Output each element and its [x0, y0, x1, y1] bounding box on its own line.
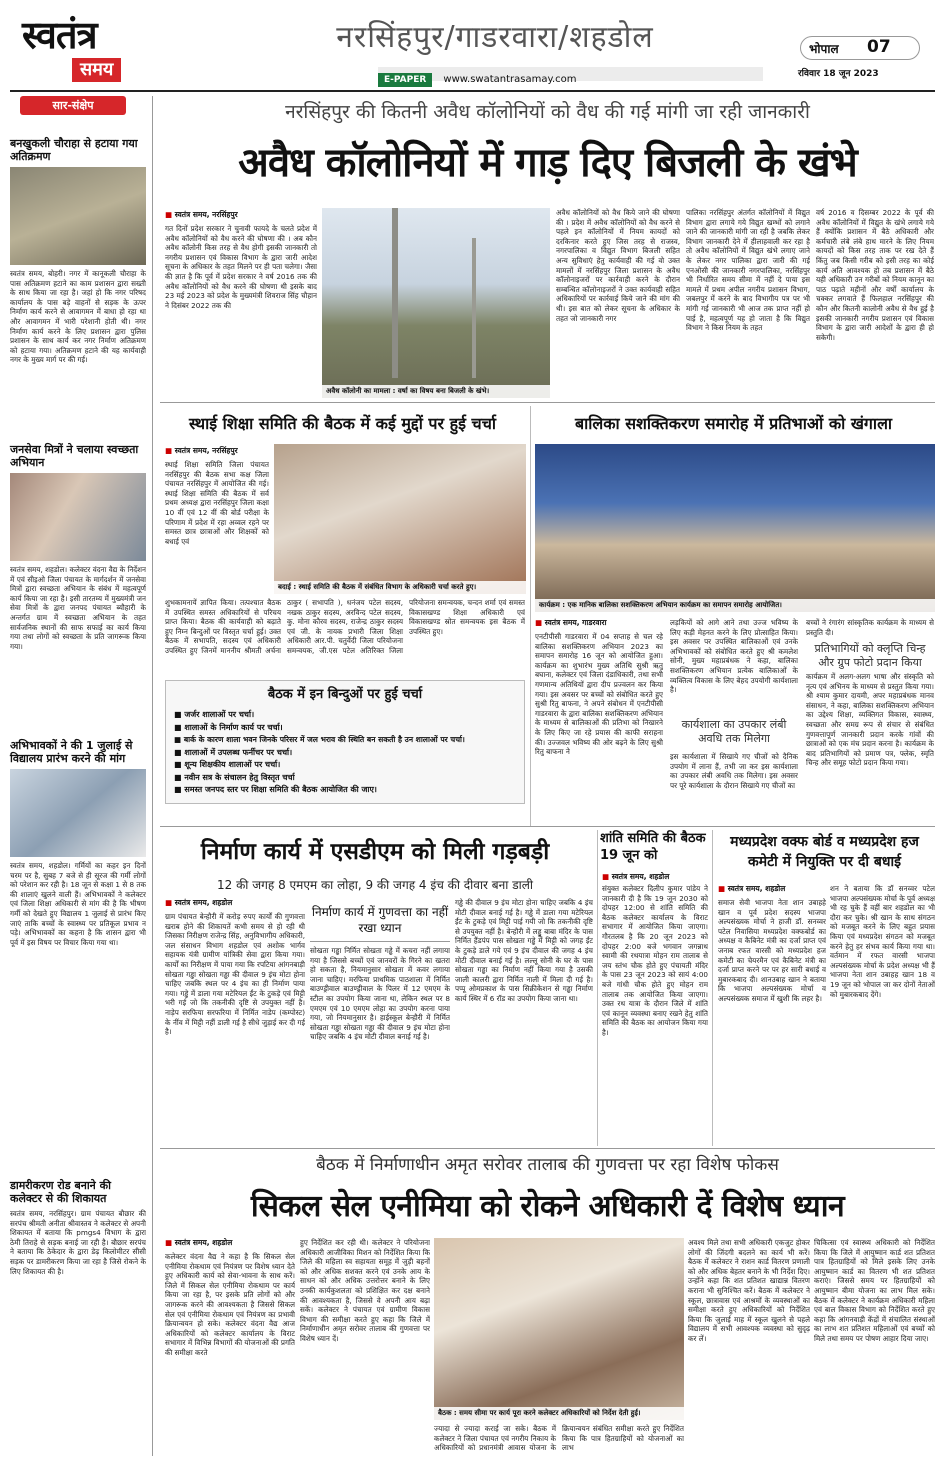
balika-photo-caption: कार्यक्रम : एक मानिक बालिका सशक्तिकरण अभियान कार्यक्रम का समापन समारोह आयोजित। — [535, 599, 935, 612]
sickle-byline: ■ स्वतंत्र समय, शहडोल — [165, 1238, 285, 1248]
waqf-col2: शन ने बताया कि डॉ सनव्वर पटेल भाजपा अल्पसंख्यक मोर्चा के पूर्व अध्यक्ष भी रह चुके हैं वहीं बार शहडोल का भी दौरा कर चुके। श्री खान के साथ संगठन को मजबूत करने के लिए बहुत प्रयास किया एवं मध्यप्रदेश संगठन को मजबूत करने हेतु हर संभव कार्य किया गया था। वर्तमान में रफत वारसी भाजपा अल्पसंख्यक मोर्चा के प्रदेश अध्यक्ष भी हैं भाजपा नेता शान उबाहह खान 18 व 19 जून को भोपाल जा कर दोनों नेताओं को मुबारकबाद देंगे। — [830, 884, 935, 999]
balika-col1: एनटीपीसी गाडरवारा में 04 सप्ताह से चल रहे बालिका सशक्तिकरण अभियान 2023 का समापन समारोह 16 जून को आयोजित हुआ। कार्यक्रम का शुभारंभ मुख्य अतिथि सुश्री ऋतु बघाना, कलेक्टर एवं जिला दंडाधिकारी, तथा सभी गणमान्य अतिथियों द्वारा दीप प्रज्वलन कर किया गया। इस अवसर पर बच्चों को संबोधित करते हुए सुश्री रितु बाफना, ने अपने संबोधन में एनटीपीसी गाडरवारा के द्वारा बालिका सशक्तिकरण अभियान के माध्यम से बालिकाओं की प्रतिभा को निखारने के लिए किए जा रहे प्रयास की काफी सराहना की। उज्जवल भविष्य की ओर बढ़ने के लिए सुश्री रितु बाफना ने — [535, 632, 663, 757]
balika-col2-b: इस कार्यशाला में सिखाये गए चीजों को दैनिक उपयोग में लाना हैं, तभी जा कर इस कार्यशाला का उपकार लंबी अवधि तक मिलेगा। इस अवसर पर पूरे कार्यशाला के दौरान सिखाये गए चीजों का — [670, 752, 798, 790]
logo-bottom: समय — [72, 58, 121, 82]
points-box-title: बैठक में इन बिन्दुओं पर हुई चर्चा — [267, 687, 423, 702]
sidebar-text-1: स्वतंत्र समय, बोहरी। नगर में कानूकली चौराहा के पास अतिक्रमण हटाने का काम प्रशासन द्वारा सख्ती के साथ किया जा रहा है। जहां हो कि नगर परिषद कार्यालय के पास बड़े वाहनों से सड़क के ऊपर निर्माण कार्य करने से आवागमन में बाधा हो रहा था और आवागमन में भारी परेशानी होती थी। नगर निर्माण कार्य करने के लिए प्रशासन द्वारा पुलिस प्रशासन के साथ कार्य कर नगर निर्माण अतिक्रमण को हटाया गया। अतिक्रमण हटाने की यह कार्यवाही नगर के मुख्य मार्ग पर की गई। — [10, 269, 146, 365]
shanti-headline: शांति समिति की बैठक 19 जून को — [600, 831, 706, 863]
balika-col2: लड़कियों को आगे आने तथा उज्ज भविष्य के लिए कड़ी मेहनत करने के लिए प्रोत्साहित किया। इस अवसर पर उपस्थित बालिकाओं एवं उनके अभिभावकों को संबोधित करते हुए श्री कमलेश सोनी, मुख्य महाप्रबंधक ने कहा, बालिका सशक्तिकरण अभियान प्रत्येक बालिकाओं के व्यक्तित्व विकास के लिए बेहद उपयोगी कार्यशाला है। — [670, 618, 798, 695]
nirman-subhead: 12 की जगह 8 एमएम का लोहा, 9 की जगह 4 इंच की दीवार बना डाली — [217, 878, 533, 892]
sickle-photo — [434, 1238, 684, 1420]
nirman-col1: ग्राम पंचायत बेन्हौरी में करोड़ रुपए कार्यों की गुणवत्ता खराब होने की शिकायतें कभी समय से हो रही थी जिसका निरीक्षण राजेन्द्र सिंह, अनुविभागीय अधिकारी, जल संसाधन विभाग शहडोल एवं अशोक भार्गव सहायक यंत्री ग्रामीण यांत्रिकी सेवा द्वारा किया गया। कार्यों का निरीक्षण में पाया गया कि रपटिया आंगनबाड़ी सोखता गड्ढा सोखता गड्ढा की दीवाल 9 इंच मोटा होना चाहिए जबकि स्थल पर 4 इंच का ही निर्माण पाया गया। गड्ढे में डाला गया मटेरियल ईंट के टुकड़े एवं मिट्टी भरी गई जो कि तकनीकी दृष्टि से उपयुक्त नहीं है। नाड़ेप सरफिया सरफरिया में निर्मित नाडेप (कम्पोस्ट) के नींव में मिट्टी नहीं डाली गई है सीधे जुड़ाई कर दी गई है। — [165, 912, 305, 1037]
masthead-logo — [22, 14, 162, 90]
sickle-photo-caption: बैठक : समय सीमा पर कार्य पूरा करने कलेक्टर अधिकारियों को निर्देश देती हुई। — [434, 1407, 684, 1420]
nirman-headline: निर्माण कार्य में एसडीएम को मिली गड़बड़ी — [200, 839, 550, 865]
nirman-col3: गड्ढे की दीवाल 9 इंच मोटा होना चाहिए जबकि 4 इंच मोटी दीवाल बनाई गई है। गड्ढे में डाला गया मटेरियल ईंट के टुकड़े एवं मिट्टी पाई गयी जो कि तकनीकी दृष्टि से उपयुक्त नहीं है। बेन्हौरी में लड्डू बाबा मंदिर के पास निर्मित हैंडपंप पास सोखता गड्ढे में मिट्टी को जगह ईंट के टुकड़े डाले गये एवं 9 इंच दीवाल की जगह 4 इंच मोटी दीवाल बनाई गई है। लल्लू सोनी के घर के पास सोखता गड्ढा का निर्माण नहीं किया गया है उसकी जाली कालरी द्वारा निर्मित नाली में मिला दी गई है। पप्पू ओमप्रकाश के पास सिक्रीकेशन से गड्ढा निर्माण कार्य स्थिर में 6 रॉड का उपयोग किया जाना था। — [455, 898, 593, 1003]
lead-byline: ■ स्वतंत्र समय, नरसिंहपुर — [165, 210, 315, 220]
shiksha-points-box — [165, 680, 525, 804]
nirman-byline: ■ स्वतंत्र समय, शहडोल — [165, 898, 305, 908]
sidebar-photo-1 — [10, 167, 146, 265]
sickle-col5: चिकित्सा एवं स्वास्थ्य अधिकारी को निर्देशित किया कि जिले में आयुष्मान कार्ड शत प्रतिशत पात्र हितग्राहियों को मिले इसके लिए उनके आयुष्मान कार्ड का वितरण भी शत प्रतिशत कराएं। जिससे समय पर हितग्राहियों को आयुष्मान बीमा योजना का लाभ मिल सके। बैठक में कलेक्टर ने कार्यक्रम अधिकारी महिला एवं बाल विकास विभाग को निर्देशित करते हुए कहा कि आंगनवाड़ी केंद्रों में संचालित संस्थाओं का लाभ शत प्रतिशत महिलाओं एवं बच्चों को मिले तथा समय पर पोषण आहार दिया जाए। — [814, 1238, 935, 1343]
sidebar-text-3: स्वतंत्र समय, शहडोल। गर्मियों का कहर इन दिनों चरम पर है, सुबह 7 बजे से ही सूरज की गर्मी लोगों को परेशान कर रही है। 18 जून से कक्षा 1 से 8 तक की शालाएं खुलने वाली हैं। अभिभावकों ने कलेक्टर एवं जिला शिक्षा अधिकारी से मांग की है कि भीषण गर्मी को देखते हुए विद्यालय 1 जुलाई से प्रारंभ किए जाएं ताकि बच्चों के स्वास्थ्य पर प्रतिकूल प्रभाव न पड़े। अभिभावकों का कहना है कि शासन द्वारा भी पूर्व में इस विषय पर विचार किया गया था। — [10, 861, 146, 947]
balika-headline: बालिका सशक्तिकरण समारोह में प्रतिभाओं को खंगाला — [574, 414, 893, 433]
epaper-strip — [378, 67, 763, 85]
lead-photo — [322, 208, 550, 398]
waqf-col1: समाज सेवी भाजपा नेता शान उबाहहे खान व पूर्व प्रदेश सदस्य भाजपा अल्पसंख्यक मोर्चा ने हाजी डॉ. सनव्वर पटेल निवासिया मध्यप्रदेश वक्फबोर्ड का अध्यक्ष व कैबिनेट मंत्री का दर्जा प्राप्त एवं जनाब रफत वारसी को मध्यप्रदेश हज कमेटी का चेयरमैन एवं कैबिनेट मंत्री का दर्जा प्राप्त करने पर पर हर सारी बधाई व मुबारकबाद दी। शानउबाह खान ने बताया कि भाजपा अल्पसंख्यक मोर्चा व अल्पसंख्यक समाज में खुशी कि लहर है। — [718, 898, 826, 1003]
balika-byline: ■ स्वतंत्र समय, गाडरवारा — [535, 618, 665, 628]
point-item: ■ जर्जर शालाओं पर चर्चा। — [174, 709, 516, 722]
sidebar-headline-3: अभिभावकों ने की 1 जुलाई से विद्यालय प्रारंभ करने की मांग — [10, 739, 133, 765]
waqf-byline: ■ स्वतंत्र समय, शहडोल — [718, 884, 826, 894]
shiksha-photo-caption: बदाई : स्थाई समिति की बैठक में संबंधित विभाग के अधिकारी चर्चा करते हुए। — [274, 581, 526, 594]
balika-pull-2: प्रतिभागियों को क्लृप्ति चिन्ह और ग्रुप फोटो प्रदान किया — [814, 642, 926, 669]
lead-col3: पालिका नरसिंहपुर अंतर्गत कॉलोनियों में विद्युत विभाग द्वारा लगाये गये विद्युत खम्भों को लगाने जाने की जानकारी मांगी जा रही है जबकि लेकर विभाग जानकारी देने में हीलाहवाली कर रहा है तो अवैध कॉलोनियों में विद्युत खंभे लगाए जाने के लेकर नगर पालिका द्वारा जारी की गई एनओसी की जानकारी नगरपालिका, नरसिंहपुर भी निर्धारित समय सीमा में नहीं दे पाया इस मामले में प्रथम अपील नगरीय प्रशासन विभाग, जबलपुर में करने के बाद विभागीय पत्र पर भी मांगी गई जानकारी भी आज तक प्राप्त नहीं हो पाई है, महत्वपूर्ण यह हो जाता है कि विद्युत विभाग ने किस नियम के तहत — [686, 208, 810, 333]
sidebar-photo-3 — [10, 769, 146, 857]
sidebar — [10, 96, 146, 1456]
sickle-col1: कलेक्टर वंदना वैद्य ने कहा है कि सिकल सेल एनीमिया रोकथाम एवं नियंत्रण पर विशेष ध्यान देते हुए अधिकारी कार्य को सेवा-भावना के साथ करें। जिले में सिकल सेल एनीमिया रोकथाम पर कार्य किया जा रहा है, पर इसके प्रति लोगों को और जागरूक करने की आवश्यकता है जिससे सिकल सेल एवं एनीमिया रोकथाम एवं नियंत्रण का प्रभावी क्रियान्वयन हो सके। कलेक्टर वंदना वैद्य आज अधिकारियों को कलेक्टर कार्यालय के विराट सभागार में विभिन्न विभागों की योजनाओं की प्रगति की समीक्षा करते — [165, 1252, 295, 1357]
point-item: ■ शालाओं के निर्माण कार्य पर चर्चा। — [174, 722, 516, 735]
page-number: 07 — [867, 37, 891, 57]
lead-kicker: नरसिंहपुर की कितनी अवैध कॉलोनियों को वैध की गई मांगी जा रही जानकारी — [285, 101, 810, 123]
shiksha-photo — [274, 444, 526, 594]
logo-top: स्वतंत्र — [22, 12, 97, 57]
epaper-label: E-PAPER — [378, 73, 432, 87]
point-item: ■ समस्त जनपद स्तर पर शिक्षा समिति की बैठक आयोजित की जाए। — [174, 784, 516, 797]
balika-col3-b: कार्यक्रम में अलग-अलग भाषा और संस्कृति को नृत्य एवं अभिनय के माध्यम से प्रस्तुत किया गया। श्री श्याम कुमार दायमी, अपर महाप्रबंधक मानव संसाधन, ने कहा, बालिका सशक्तिकरण अभियान का उद्देश्य शिक्षा, व्यक्तिगत विकास, स्वास्थ्य, स्वच्छता और समग्र रूप से संचार से संबंधित गुणवत्तापूर्ण जानकारी प्रदान करके गांवों की छात्राओं को एक मंच प्रदान करना है। कार्यक्रम के बाद प्रतिभागियों को प्रमाण पत्र, फ्लेक, स्मृति चिन्ह और समूह फोटो प्रदान किया गया। — [806, 672, 934, 768]
lead-photo-caption: अवैध कॉलोनी का मामला : वर्षा का विषय बना बिजली के खंभे। — [322, 385, 550, 398]
point-item: ■ नवीन सत्र के संचालन हेतु विस्तृत चर्चा — [174, 772, 516, 785]
nirman-col2: सोखता गड्ढा निर्मित सोखता गड्ढे में कचरा नहीं लगाया गया है जिससे बच्चों एवं जानवरों के गिरने का खतरा हो सकता है, नियमानुसार सोखता में कवर लगाया जाना चाहिए। मरफिया प्राथमिक पाठशाला में निर्मित बाउण्ड्रीवाल बाउण्ड्रीवाल के पिलर में 12 एमएम के स्टील का उपयोग किया जाना था, लेकिन स्थल पर 8 एमएम एवं 10 एमएम लोहा का उपयोग करना पाया गया, जो नियमानुसार है। हाईस्कूल बेन्हौरी में निर्मित सोखता गड्ढा सोखता गड्ढा की दीवाल 9 इंच मोटा होना चाहिए जबकि 4 इंच मोटी दीवाल बनाई गई है। — [310, 946, 450, 1042]
lead-col1: गत दिनों प्रदेश सरकार ने चुनावी फायदे के चलते प्रदेश में अवैध कॉलोनियों को वैध करने की घोषणा की । अब कौन अवैध कॉलोनी किस तरह से वैध होगी इसकी जानकारी तो नगरीय प्रशासन एवं विकास विभाग के द्वारा जारी आदेश सूचना के अधिकार के तहत मिलने पर ही पता चलेगा। जैसा की ज्ञात है कि पूर्व में प्रदेश सरकार ने वर्ष 2016 तक की अवैध कॉलोनियों को वैध करने की घोषणा थी इसके बाद 23 मई 2023 को प्रदेश के मुख्यमंत्री शिवराज सिंह चौहान ने दिसंबर 2022 तक की — [165, 224, 317, 310]
sidebar-headline-1: बनखुकली चौराहा से हटाया गया अतिक्रमण — [10, 137, 138, 163]
shiksha-body: शुभकामनायें ज्ञापित किया। तत्पश्चात बैठक में उपस्थित समस्त अधिकारियों से परिचय प्राप्त किया। बैठक की कार्यवाही को बढ़ाते हुए निम्न बिन्दुओं पर विस्तृत चर्चा हुई। उक्त बैठक में सभापति, सदस्य एवं अधिकारी उपस्थित हुए जिनमें माननीय श्रीमती अर्चना ठाकुर ( सभापति ), धनंजय पटेल सदस्य, नखक ठाकुर सदस्य, अरविन्द पटेल सदस्य, कु. मोना कौरव सदस्य, राजेन्द्र ठाकुर सदस्य एवं जी. के नायक प्रभारी जिला शिक्षा अधिकारी आर.पी. चतुर्वेदी जिला परियोजना समन्वयक, जी.एस पटेल अतिरिक्त जिला परियोजना समन्वयक, चन्दन शर्मा एवं समस्त विकासखण्ड शिक्षा अधिकारी एवं विकासखण्ड स्रोत समन्वयक इस बैठक में उपस्थित हुए। — [165, 598, 525, 655]
balika-photo — [535, 444, 935, 612]
lead-col4: वर्ष 2016 व दिसम्बर 2022 के पूर्व की अवैध कॉलोनियों में विद्युत के खंभे लगाये गये हैं क्योंकि प्रशासन में बैठे अधिकारी और कर्मचारी लंबे लंबे हाथ मारने के लिए नियम कायदों को किस तरह ताक पर रख देते हैं किंतु जब किसी गरीब को इसी तरह का कोई कार्य अति आवश्यक हो तब प्रशासन में बैठे यही अधिकारी उन गरीबों को नियम कानून का पाठ पढ़ाते महीनों और वर्षों कार्यालय के चक्कर लगवाते हैं फिलहाल नरसिंहपुर की कौन और कितनी कालोनी अवैध से वैध हुई है इसकी जानकारी नगरीय प्रशासन एवं विकास विभाग के द्वारा जारी आदेशों के द्वारा ही हो सकेगी। — [816, 208, 934, 342]
point-item: ■ शून्य शिक्षकीय शालाओं पर चर्चा। — [174, 759, 516, 772]
shiksha-col1: स्थाई शिक्षा समिति जिला पंचायत नरसिंहपुर की बैठक सभा कक्ष जिला पंचायत नरसिंहपुर में आयोजित की गई। स्थाई शिक्षा समिति की बैठक में सर्व प्रथम अध्यक्ष द्वारा नरसिंहपुर जिला कक्षा 10 वीं एवं 12 वीं की बोर्ड परीक्षा के परिणाम में प्रदेश में रहा अव्वल रहने पर समस्त छात्र छात्राओं और शिक्षकों को बधाई एवं — [165, 460, 269, 546]
balika-pull-1: कार्यशाला का उपकार लंबी अवधि तक मिलेगा — [681, 718, 787, 745]
nirman-box-title: निर्माण कार्य में गुणवत्ता का नहीं रखा ध्यान — [310, 900, 450, 942]
point-item: ■ बार्क के कारण शाला भवन जिनके परिसर में जल भराव की स्थिति बन सकती है उन शालाओं पर चर्चा। — [174, 734, 516, 747]
shiksha-byline: ■ स्वतंत्र समय, नरसिंहपुर — [165, 446, 285, 456]
page-info — [800, 36, 920, 60]
website-link[interactable]: www.swatantrasamay.com — [443, 74, 577, 85]
sidebar-photo-2 — [10, 473, 146, 561]
sickle-col2: हुए निर्देशित कर रही थी। कलेक्टर ने परियोजना अधिकारी आजीविका मिशन को निर्देशित किया कि जिले की महिला स्व सहायता समूह में जुड़ी बहनों को और अधिक सशक्त करने एवं उनके आय के साधन को और अधिक उत्तरोत्तर बनाने के लिए उनकी कार्यकुशलता को प्रशिक्षित कर दक्ष बनाने की आवश्यकता है, जिससे वे अपनी आय बढ़ा सकें। कलेक्टर ने पंचायत एवं ग्रामीण विकास विभाग की समीक्षा करते हुए कहा कि जिले में निर्माणाधीन अमृत सरोवर तालाब की गुणवत्ता पर विशेष ध्यान दें। — [300, 1238, 430, 1343]
sickle-col4: अवश्य मिले तथा सभी अधिकारी एकजुट होकर लोगों की जिंदगी बदलने का कार्य भी करें। बैठक में कलेक्टर ने राशन कार्ड वितरण प्रणाली को और अधिक बेहतर बनाने के भी निर्देश दिए। उन्होंने कहा कि शत प्रतिशत खाद्यान्न वितरण कराना भी सुनिश्चित करें। बैठक में कलेक्टर ने स्कूल, छात्रावास एवं आश्रमों के व्यवस्थाओं का समीक्षा करते हुए अधिकारियों को निर्देशित किया कि जुलाई माह में स्कूल खुलने से पहले विद्यालय में सभी आवश्यक व्यवस्था को सुदृढ़ कर लें। — [688, 1238, 810, 1343]
balika-col3: बच्चों ने रंगारंग सांस्कृतिक कार्यक्रम के माध्यम से प्रस्तुति दी। — [806, 618, 934, 637]
lead-col2: अवैध कॉलोनियों को वैध किये जाने की घोषणा की । प्रदेश में अवैध कॉलोनियों को वैध करने से पहले इन कॉलोनियों में नियम कायदों को दरकिनार करते हुए जिस तरह से राजस्व, नगरपालिका व विद्युत विभाग बिजली सहित अन्य सुविधाएं हेतु कार्यवाही की गई वो उक्त मामलों में नरसिंहपुर जिला प्रशासन के अवैध कॉलोनाइजरों पर कार्रवाही करने के दौरान सम्बन्धित कॉलोनाइजरों ने उक्त कार्यवाही सहित अधिकारियों पर कार्रवाई किये जाने की मांग की थी। इस बात को लेकर सूचना के अधिकार के तहत जो जानकारी नगर — [556, 208, 680, 323]
edition-city: भोपाल — [809, 42, 839, 56]
point-item: ■ शालाओं में उपलब्ध फर्नीचर पर चर्चा। — [174, 747, 516, 760]
waqf-headline: मध्यप्रदेश वक्फ बोर्ड व मध्यप्रदेश हज कमेटी में नियुक्ति पर दी बधाई — [730, 834, 919, 870]
sidebar-headline-4: डामरीकरण रोड बनाने की कलेक्टर से की शिकायत — [10, 1179, 111, 1205]
sidebar-text-2: स्वतंत्र समय, शहडोल। कलेक्टर वंदना वैद्य के निर्देशन में एवं सीइओ जिला पंचायत के मार्गदर्शन में जनसेवा मित्रों द्वारा स्वच्छता अभियान के संबंध में महत्वपूर्ण कार्य किया जा रहा है। इसी तारतम्य में मुख्यमंत्री जन सेवा मित्रों के द्वारा जनपद पंचायत ब्यौहारी के अन्तर्गत ग्राम में स्वच्छता अभियान के तहत सार्वजनिक स्थानों की साफ सफाई का कार्य किया गया तथा लोगों को स्वच्छता के प्रति जागरूक किया गया। — [10, 565, 146, 651]
shanti-byline: ■ स्वतंत्र समय, शहडोल — [602, 872, 708, 882]
amrit-kicker: बैठक में निर्माणाधीन अमृत सरोवर तालाब की गुणवत्ता पर रहा विशेष फोकस — [316, 1155, 779, 1175]
shanti-text: संयुक्त कलेक्टर दिलीप कुमार पांडेय ने जानकारी दी है कि 19 जून 2030 को दोपहर 12:00 से शांति समिति की बैठक कलेक्टर कार्यालय के विराट सभागार में आयोजित किया जाएगा। गौरतलब है कि 20 जून 2023 को दोपहर 2:00 बजे भगवान जगन्नाथ स्वामी की रथयात्रा मोहन राम तालाब से जय स्तंभ चौक होते हुए पंचायती मंदिर के पास 23 जून 2023 को सायं 4:00 बजे गांधी चौक होते हुए मोहन राम तालाब तक आयोजित किया जाएगा। उक्त रथ यात्रा के दौरान जिले में शांति एवं कानून व्यवस्था बनाए रखने हेतु शांति समिति की बैठक का आयोजन किया गया है। — [602, 884, 708, 1037]
sidebar-headline-2: जनसेवा मित्रों ने चलाया स्वच्छता अभियान — [10, 443, 139, 469]
points-list — [174, 709, 516, 797]
sickle-col3: ज्यादा से ज्यादा कराई जा सके। बैठक में कलेक्टर ने जिला पंचायत एवं नगरीय निकाय के अधिकारियों को प्रधानमंत्री आवास योजना के क्रियान्वयन संबंधित समीक्षा करते हुए निर्देशित किया कि पात्र हितग्राहियों को योजनाओं का लाभ — [434, 1424, 684, 1453]
section-title: नरसिंहपुर/गाडरवारा/शहडोल — [336, 20, 654, 55]
sickle-headline: सिकल सेल एनीमिया को रोकने अधिकारी दें विशेष ध्यान — [250, 1189, 845, 1224]
issue-date: रविवार 18 जून 2023 — [798, 69, 879, 79]
lead-headline: अवैध कॉलोनियों में गाड़ दिए बिजली के खंभे — [238, 140, 857, 186]
sidebar-header: सार-संक्षेप — [20, 96, 126, 115]
shiksha-headline: स्थाई शिक्षा समिति की बैठक में कई मुद्दों पर हुई चर्चा — [188, 414, 497, 433]
sidebar-text-4: स्वतंत्र समय, नरसिंहपुर। ग्राम पंचायत बौछार की सरपंच श्रीमती अनीता श्रीवास्तव ने कलेक्टर से अपनी शिकायत में बताया कि pmgs4 विभाग के द्वारा ठेमी तिराहे से सड़क बनाई जा रही है। बौछार सरपंच ने बताया कि ठेकेदार के द्वारा डेढ़ किलोमीटर सीसी सड़क पर डामरीकरण किया जा रहा है जिसे रोकने के लिए शिकायत की है। — [10, 1209, 146, 1276]
